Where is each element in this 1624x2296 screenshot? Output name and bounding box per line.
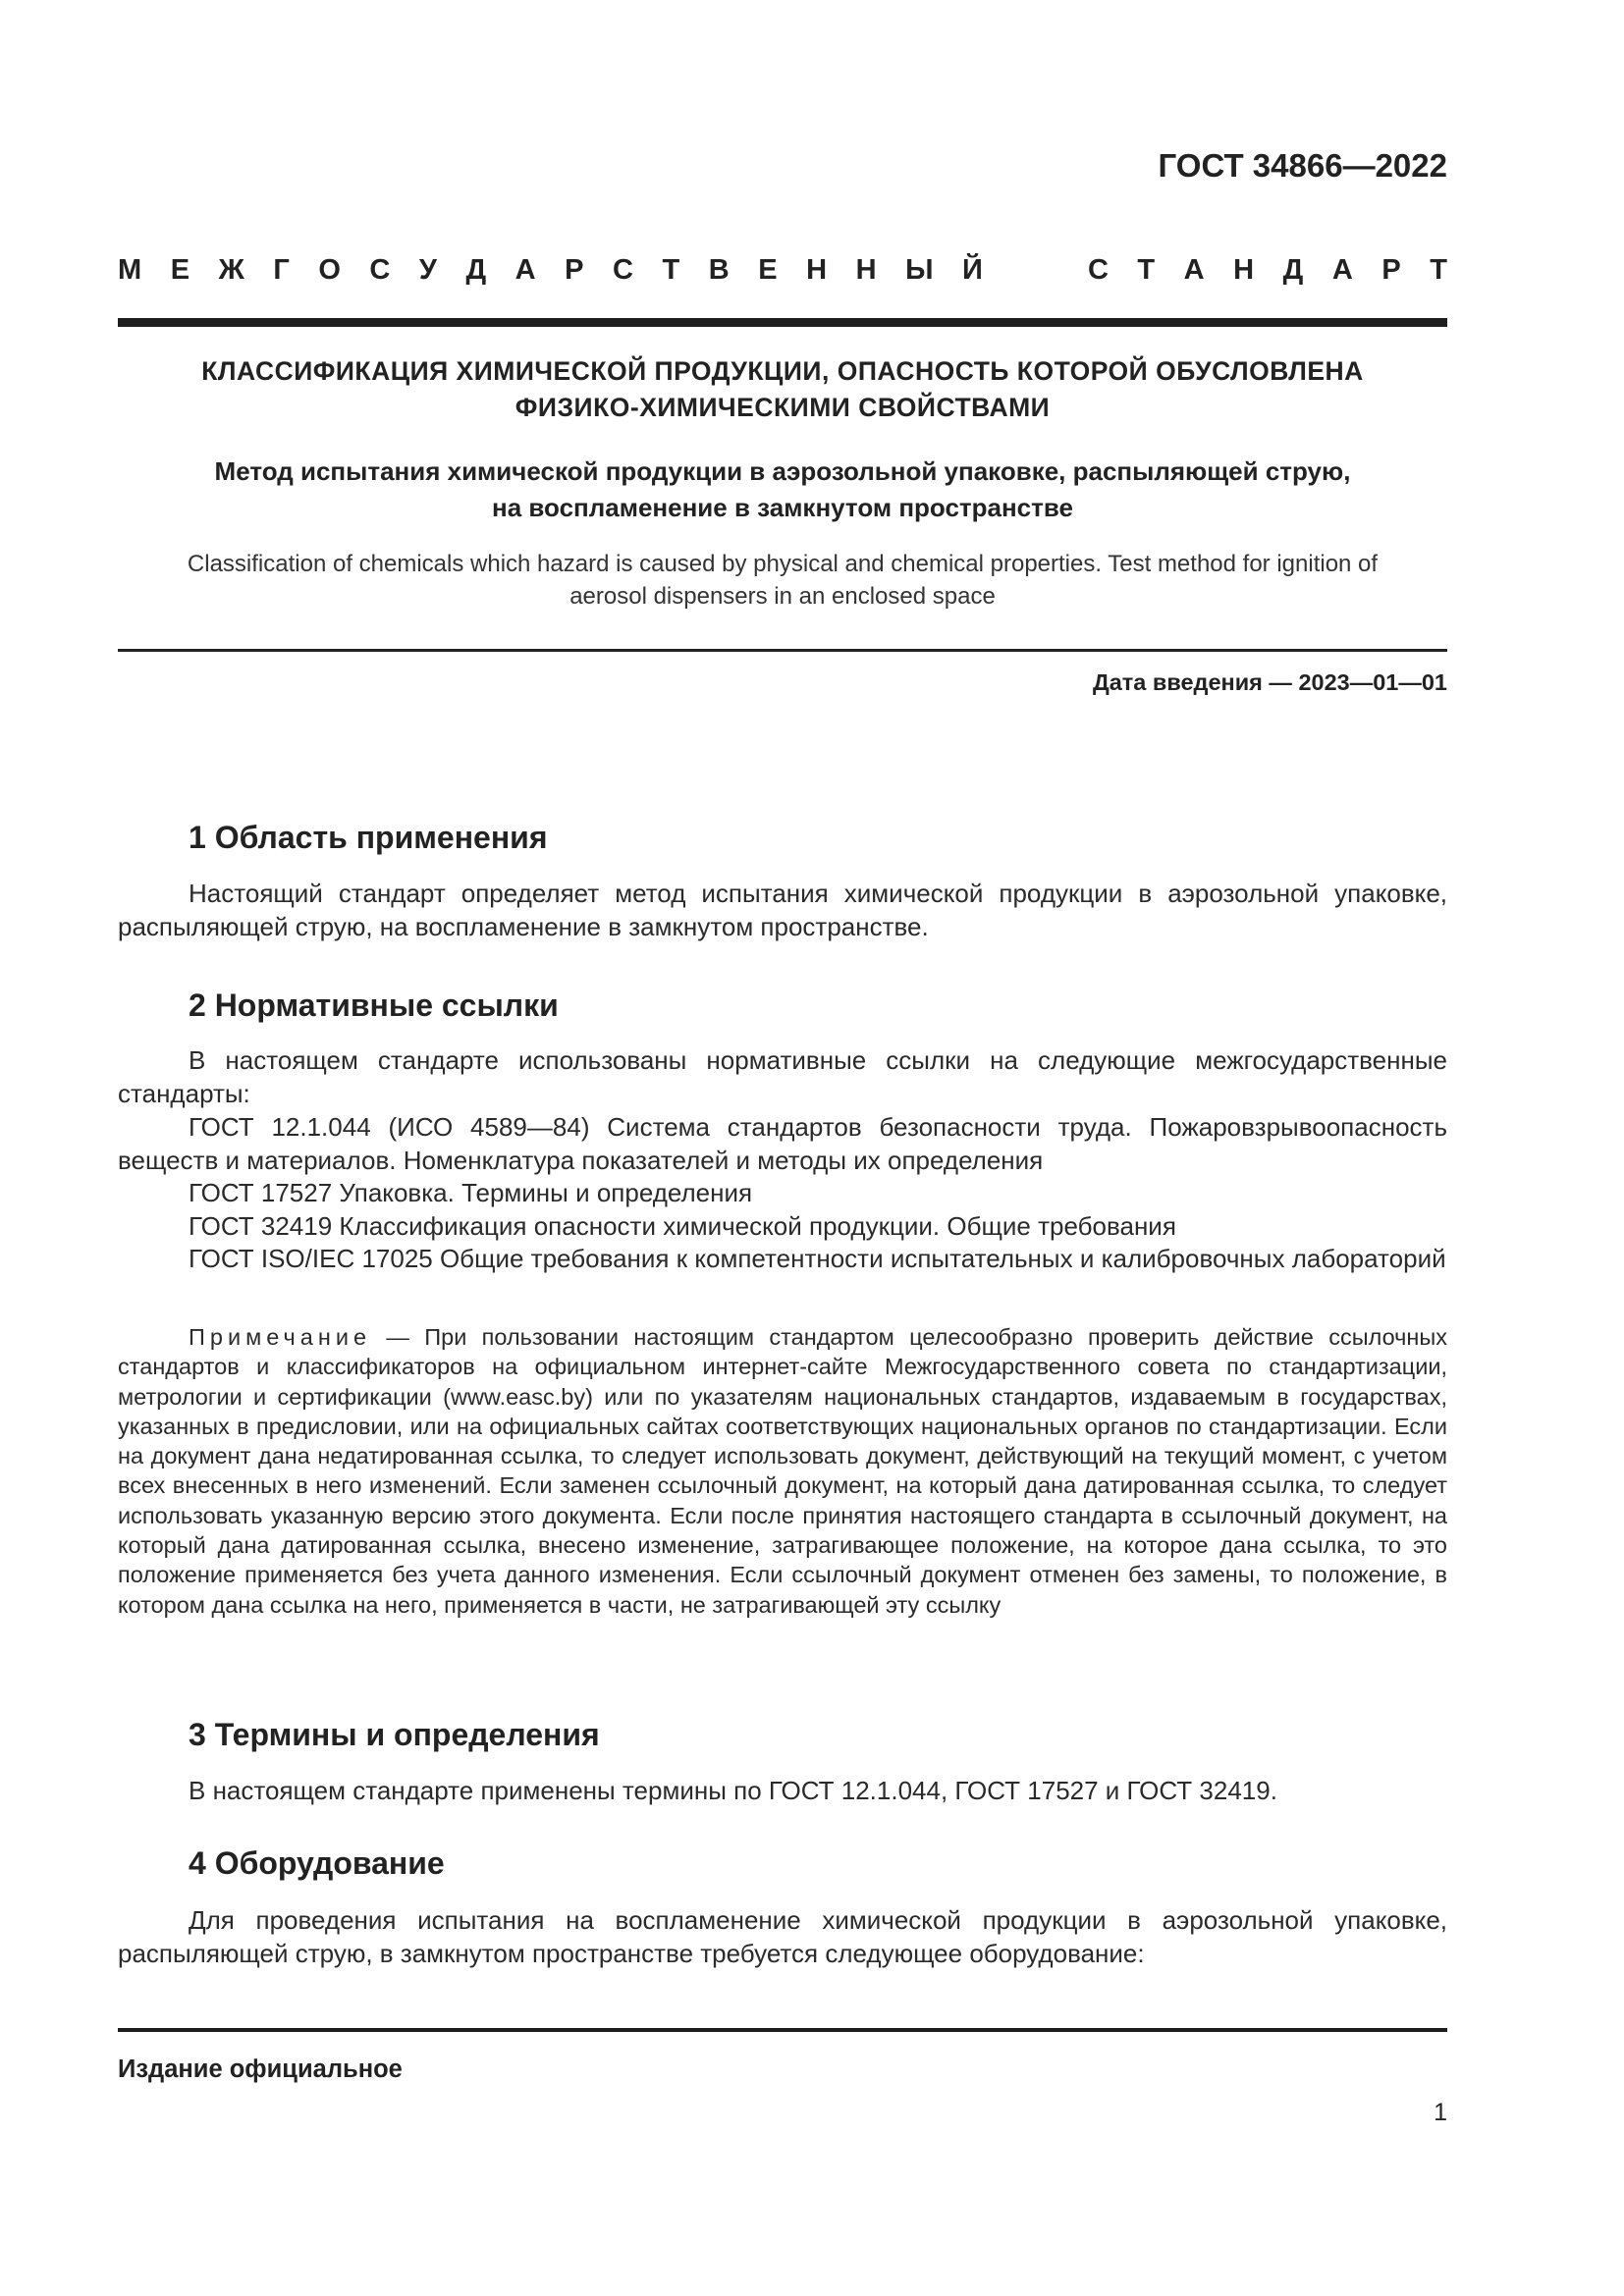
standard-type-letter: Е <box>170 254 190 286</box>
document-subtitle <box>118 454 1447 526</box>
edition-label: Издание официальное <box>118 2056 403 2083</box>
standard-type-letter: О <box>318 254 341 286</box>
standard-type-letter: Д <box>1282 254 1304 286</box>
standard-type-letter: А <box>1331 254 1353 286</box>
document-title <box>118 353 1447 426</box>
document-title-line-1: КЛАССИФИКАЦИЯ ХИМИЧЕСКОЙ ПРОДУКЦИИ, ОПАСНОСТЬ КОТОРОЙ ОБУСЛОВЛЕНА <box>201 356 1364 386</box>
standard-type-letter: С <box>613 254 633 286</box>
section-1-text: Настоящий стандарт определяет метод испытания химической продукции в аэрозольной упаковке, распыляющей струю, на воспламенение в замкнутом пространстве. <box>118 879 1447 941</box>
standard-type-letter: Т <box>1430 254 1447 286</box>
standard-type-letter: А <box>514 254 536 286</box>
section-3-text: В настоящем стандарте применены термины по ГОСТ 12.1.044, ГОСТ 17527 и ГОСТ 32419. <box>189 1776 1277 1805</box>
reference-item: ГОСТ 12.1.044 (ИСО 4589—84) Система стандартов безопасности труда. Пожаровзрывоопасность веществ и материалов. Номенклатура показателей и методы их определения <box>118 1112 1447 1175</box>
section-4-text: Для проведения испытания на воспламенение химической продукции в аэрозольной упаковке, распыляющей струю, в замкнутом пространстве требуется следующее оборудование: <box>118 1905 1447 1968</box>
standard-type-letter: Т <box>662 254 680 286</box>
standard-type-letter: Н <box>806 254 828 286</box>
standard-type-letter: Р <box>1381 254 1401 286</box>
standard-type-letter: У <box>418 254 437 286</box>
document-title-english <box>118 548 1447 613</box>
introduction-date: Дата введения — 2023—01—01 <box>1092 669 1447 695</box>
standard-type-letter: Т <box>1137 254 1156 286</box>
document-title-english-line-2: aerosol dispensers in an enclosed space <box>569 583 996 610</box>
standard-type-letter: А <box>1183 254 1205 286</box>
section-3-heading: 3 Термины и определения <box>189 1717 600 1752</box>
section-2-heading: 2 Нормативные ссылки <box>189 988 559 1023</box>
standard-type-letter: Н <box>855 254 877 286</box>
reference-item: ГОСТ 17527 Упаковка. Термины и определения <box>189 1178 753 1207</box>
section-4-heading: 4 Оборудование <box>189 1845 445 1881</box>
standard-type-letter: Ж <box>218 254 244 286</box>
standard-type-heading <box>118 254 1447 287</box>
standard-type-letter: С <box>1087 254 1109 286</box>
standard-type-letter: Н <box>1233 254 1255 286</box>
document-subtitle-line-1: Метод испытания химической продукции в аэрозольной упаковке, распыляющей струю, <box>214 456 1351 486</box>
standard-type-letter: Г <box>273 254 290 286</box>
section-2-note <box>118 1322 1447 1620</box>
document-title-line-2: ФИЗИКО-ХИМИЧЕСКИМИ СВОЙСТВАМИ <box>514 393 1051 422</box>
standard-type-letter: Й <box>962 254 983 286</box>
standard-type-letter: С <box>369 254 391 286</box>
reference-item: ГОСТ 32419 Классификация опасности химической продукции. Общие требования <box>189 1211 1176 1241</box>
standard-type-letter: В <box>708 254 730 286</box>
section-1-heading: 1 Область применения <box>189 820 548 855</box>
standard-type-letter: М <box>118 254 142 286</box>
document-subtitle-line-2: на воспламенение в замкнутом пространстве <box>492 493 1073 522</box>
section-2-intro: В настоящем стандарте использованы нормативные ссылки на следующие межгосударственные стандарты: <box>118 1045 1447 1108</box>
standard-type-letter: Ы <box>905 254 934 286</box>
reference-item: ГОСТ ISO/IEC 17025 Общие требования к компетентности испытательных и калибровочных лабораторий <box>189 1244 1446 1273</box>
standard-type-gap <box>1011 254 1058 287</box>
document-title-english-line-1: Classification of chemicals which hazard is caused by physical and chemical properties. Test method for ignition of <box>187 551 1379 577</box>
standard-type-letter: Е <box>758 254 778 286</box>
header-divider <box>118 318 1447 327</box>
note-text: — При пользовании настоящим стандартом целесообразно проверить действие ссылочных стандартов и классификаторов на официальном интернет-сайте Межгосударственного совета по стандартизации, метрологии и сертификации (www.easc.by) или по указателям национальных стандартов, издаваемым в государствах, указанных в предисловии, или на официальных сайтах соответствующих национальных органов по стандартизации. Если на документ дана недатированная ссылка, то следует использовать документ, действующий на текущий момент, с учетом всех внесенных в него изменений. Если заменен ссылочный документ, на который дана датированная ссылка, то следует использовать указанную версию этого документа. Если после принятия настоящего стандарта в ссылочный документ, на который дана датированная ссылка, внесено изменение, затрагивающее положение, на которое дана ссылка, то это положение применяется без учета данного изменения. Если ссылочный документ отменен без замены, то положение, в котором дана ссылка на него, применяется в части, не затрагивающей эту ссылку <box>118 1324 1447 1618</box>
document-number: ГОСТ 34866—2022 <box>1158 147 1447 184</box>
footer-divider <box>118 2028 1447 2032</box>
page-number: 1 <box>1434 2099 1447 2126</box>
note-label: Примечание <box>189 1324 372 1350</box>
standard-type-letter: Р <box>565 254 584 286</box>
title-divider <box>118 649 1447 652</box>
standard-type-letter: Д <box>465 254 487 286</box>
